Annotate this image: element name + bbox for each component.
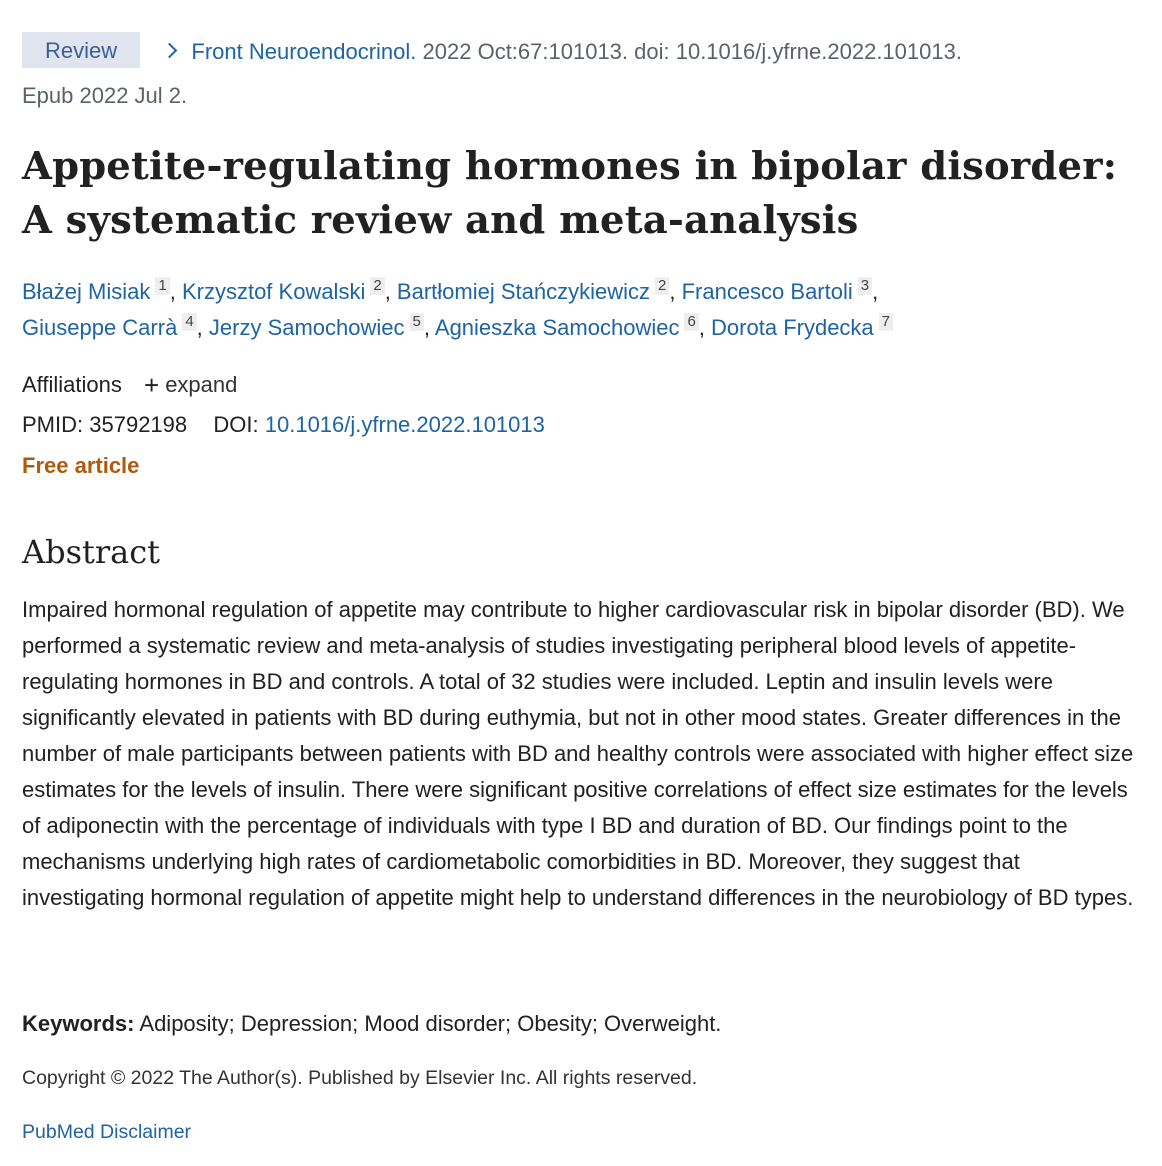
affiliation-ref[interactable]: 4 xyxy=(182,313,196,331)
plus-icon[interactable]: + xyxy=(144,370,160,400)
author-link[interactable]: Dorota Frydecka xyxy=(711,315,874,340)
author-item xyxy=(711,315,893,340)
keywords-row xyxy=(22,1006,721,1042)
author-link[interactable]: Agnieszka Samochowiec xyxy=(434,315,680,340)
author-link[interactable]: Jerzy Samochowiec xyxy=(208,315,405,340)
identifiers-row xyxy=(22,406,545,444)
affiliations-row xyxy=(22,366,237,404)
keywords-label: Keywords: xyxy=(22,1011,135,1036)
author-item xyxy=(182,279,385,304)
author-item xyxy=(22,315,197,340)
pubmed-disclaimer-link[interactable]: PubMed Disclaimer xyxy=(22,1121,192,1143)
citation-line xyxy=(22,32,962,72)
authors-list: Błażej Misiak 1 , Krzysztof Kowalski 2 , Bartłomiej Stańczykiewicz 2 , Francesco Bartoli 3 , Giuseppe Carrà 4 , Jerzy Samochowiec 5 , Agnieszka Samochowiec 6 , Dorota Frydecka 7 xyxy=(22,274,1132,346)
author-link[interactable]: Giuseppe Carrà xyxy=(22,315,178,340)
author-link[interactable]: Krzysztof Kowalski xyxy=(181,279,366,304)
keywords-value: Adiposity; Depression; Mood disorder; Obesity; Overweight. xyxy=(139,1011,722,1036)
free-article-label: Free article xyxy=(22,453,140,478)
affiliations-label: Affiliations xyxy=(22,372,122,397)
affiliation-ref[interactable]: 2 xyxy=(370,277,384,295)
author-item xyxy=(22,279,170,304)
author-item xyxy=(209,315,424,340)
doi-label: DOI: xyxy=(213,412,259,437)
article-title: Appetite-regulating hormones in bipolar disorder: A systematic review and meta-analysis xyxy=(22,144,1118,243)
doi-link[interactable]: 10.1016/j.yfrne.2022.101013 xyxy=(264,412,545,437)
affiliation-ref[interactable]: 3 xyxy=(858,277,872,295)
abstract-text: Impaired hormonal regulation of appetite may contribute to higher cardiovascular risk in bipolar disorder (BD). We performed a systematic review and meta-analysis of studies investigating peripheral blood levels of appetite-regulating hormones in BD and controls. A total of 32 studies were included. Leptin and insulin levels were significantly elevated in patients with BD during euthymia, but not in other mood states. Greater differences in the number of male participants between patients with BD and healthy controls were associated with higher effect size estimates for the levels of insulin. There were significant positive correlations of effect size estimates for the levels of adiponectin with the percentage of individuals with type I BD and duration of BD. Our findings point to the mechanisms underlying high rates of cardiometabolic comorbidities in BD. Moreover, they suggest that investigating hormonal regulation of appetite might help to understand differences in the neurobiology of BD types. xyxy=(22,597,1134,910)
chevron-right-icon[interactable] xyxy=(162,43,178,59)
pmid-value: 35792198 xyxy=(89,412,188,437)
journal-link[interactable]: Front Neuroendocrinol. xyxy=(191,39,417,64)
author-item xyxy=(435,315,699,340)
pmid-label: PMID: xyxy=(22,412,84,437)
copyright-text: Copyright © 2022 The Author(s). Published by Elsevier Inc. All rights reserved. xyxy=(22,1067,698,1089)
author-link[interactable]: Francesco Bartoli xyxy=(681,279,853,304)
epub-date: Epub 2022 Jul 2. xyxy=(22,83,188,108)
author-link[interactable]: Bartłomiej Stańczykiewicz xyxy=(396,279,650,304)
author-item xyxy=(682,279,873,304)
affiliation-ref[interactable]: 1 xyxy=(155,277,169,295)
article-type-badge: Review xyxy=(22,32,140,68)
affiliation-ref[interactable]: 5 xyxy=(410,313,424,331)
citation-details: 2022 Oct:67:101013. doi: 10.1016/j.yfrne.2022.101013. xyxy=(422,39,962,64)
expand-label[interactable]: expand xyxy=(165,372,238,397)
affiliation-ref[interactable]: 6 xyxy=(684,313,698,331)
author-item xyxy=(397,279,669,304)
affiliations-expand-toggle[interactable] xyxy=(128,370,238,400)
author-link[interactable]: Błażej Misiak xyxy=(22,279,151,304)
affiliation-ref[interactable]: 2 xyxy=(655,277,669,295)
abstract-heading: Abstract xyxy=(22,533,161,571)
affiliation-ref[interactable]: 7 xyxy=(879,313,893,331)
